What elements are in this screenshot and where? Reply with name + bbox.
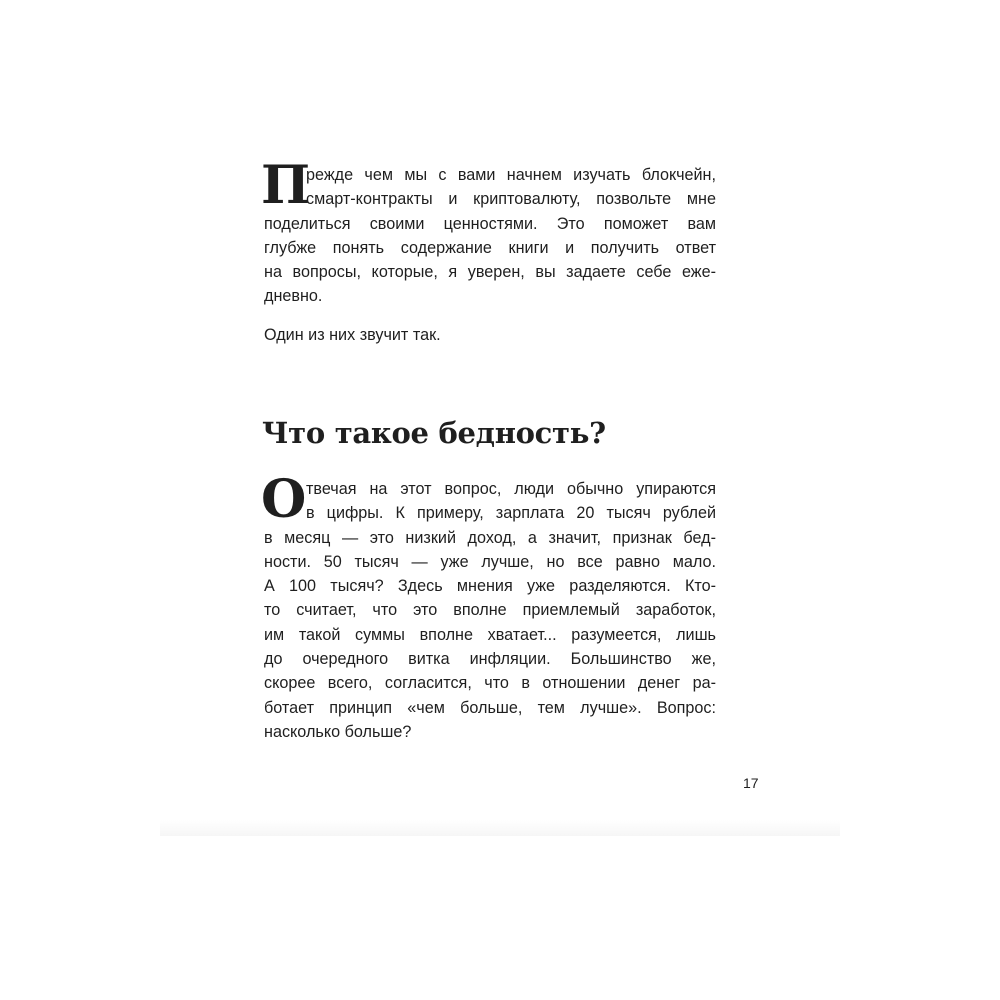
body-paragraph	[264, 477, 716, 744]
intro-paragraph	[264, 163, 716, 309]
body-line: в цифры. К примеру, зарплата 20 тысяч рублей	[306, 504, 716, 523]
page-edge-shadow	[160, 820, 840, 836]
intro-line: на вопросы, которые, я уверен, вы задаете себе еже-	[264, 263, 716, 282]
body-line: то считает, что это вполне приемлемый заработок,	[264, 601, 716, 620]
body-line: им такой суммы вполне хватает... разумеется, лишь	[264, 625, 716, 644]
drop-cap-body: О	[261, 469, 307, 530]
drop-cap-intro: П	[261, 155, 311, 216]
intro-line: поделиться своими ценностями. Это поможет вам	[264, 214, 716, 233]
intro-line: смарт-контракты и криптовалюту, позвольте мне	[306, 190, 716, 209]
body-line: скорее всего, согласится, что в отношении денег ра-	[264, 674, 716, 693]
body-line: насколько больше?	[264, 722, 412, 741]
intro-line: глубже понять содержание книги и получить ответ	[264, 238, 716, 257]
body-line: ности. 50 тысяч — уже лучше, но все равно мало.	[264, 552, 716, 571]
question-intro-paragraph: Один из них звучит так.	[264, 326, 441, 344]
body-line: в месяц — это низкий доход, а значит, признак бед-	[264, 528, 716, 547]
intro-line: режде чем мы с вами начнем изучать блокчейн,	[306, 166, 716, 184]
page-number: 17	[743, 775, 759, 791]
body-line: А 100 тысяч? Здесь мнения уже разделяются. Кто-	[264, 577, 716, 596]
body-line: твечая на этот вопрос, люди обычно упираются	[306, 480, 716, 498]
section-heading: Что такое бедность?	[262, 416, 606, 450]
body-line: ботает принцип «чем больше, тем лучше». Вопрос:	[264, 698, 716, 717]
body-line: до очередного витка инфляции. Большинство же,	[264, 650, 716, 669]
intro-line: дневно.	[264, 287, 323, 306]
